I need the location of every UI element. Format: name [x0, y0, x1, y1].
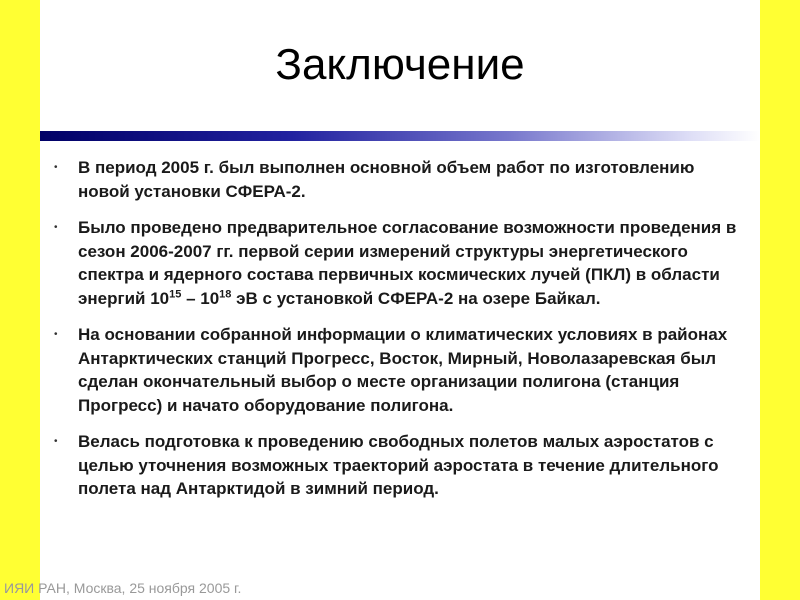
- bullet-item: [40, 430, 760, 501]
- bullet-text-part: эВ с установкой СФЕРА-2 на озере Байкал.: [231, 288, 601, 308]
- title-underline-bar: [40, 131, 760, 141]
- bullet-text-part: Было проведено предварительное согласование возможности проведения в сезон 2006-2007 гг. первой серии измерений структуры энергетического спектра и ядерного состава первичных космических лучей (ПКЛ) в области энергий 10: [78, 218, 737, 308]
- bullet-text: На основании собранной информации о климатических условиях в районах Антарктических станций Прогресс, Восток, Мирный, Новолазаревская был сделан окончательный выбор о месте организации полигона (станция Прогресс) и начато оборудование полигона.: [78, 325, 728, 415]
- bullet-list: [40, 156, 760, 514]
- superscript-exponent: 15: [169, 287, 182, 300]
- bullet-item: [40, 156, 760, 203]
- slide-title: Заключение: [275, 40, 525, 89]
- bullet-text: В период 2005 г. был выполнен основной объем работ по изготовлению новой установки СФЕРА-2.: [78, 158, 695, 201]
- bullet-item: [40, 216, 760, 310]
- bullet-icon: •: [54, 436, 58, 447]
- slide-footer: ИЯИ РАН, Москва, 25 ноября 2005 г.: [4, 580, 242, 596]
- superscript-exponent: 18: [219, 287, 232, 300]
- bullet-item: [40, 323, 760, 417]
- bullet-icon: •: [54, 222, 58, 233]
- bullet-icon: •: [54, 329, 58, 340]
- bullet-text: Велась подготовка к проведению свободных полетов малых аэростатов с целью уточнения возможных траекторий аэростата в течение длительного полета над Антарктидой в зимний период.: [78, 432, 719, 498]
- bullet-text: [78, 218, 736, 308]
- slide-canvas: [40, 0, 760, 600]
- bullet-text-part: – 10: [181, 288, 220, 308]
- bullet-icon: •: [54, 162, 58, 173]
